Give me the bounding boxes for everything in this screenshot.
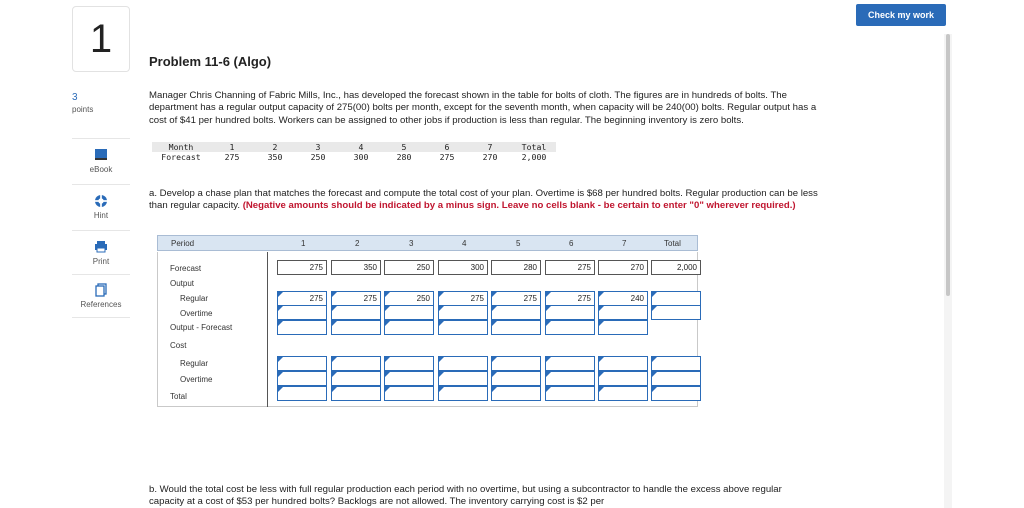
references-label: References [80,300,122,309]
documents-icon [93,283,109,297]
month-cell: 1 [210,142,254,152]
month-cell: 3 [296,142,340,152]
cost-regular-input[interactable] [598,356,648,371]
month-cell: 7 [468,142,512,152]
forecast-value: 250 [310,152,326,162]
part-a-instructions [149,188,827,213]
month-cell: 4 [340,142,382,152]
cost-regular-input[interactable] [331,356,381,371]
part-b-text: b. Would the total cost be less with full regular production each period with no overtime, but using a subcontractor to handle the excess above regular capacity at a cost of $53 per hundred bolts? Backlogs are not allowed. The inventory carrying cost is $2 per [149,484,782,508]
cost-overtime-input[interactable] [384,371,434,386]
output-forecast-input[interactable] [491,320,541,335]
total-cost-input[interactable] [598,386,648,401]
print-button[interactable] [72,230,130,274]
forecast-value: 275 [439,152,455,162]
forecast-cell: 280 [491,260,541,275]
cost-regular-input[interactable] [545,356,595,371]
forecast-value: 275 [224,152,240,162]
forecast-cell: 275 [277,260,327,275]
cost-overtime-input[interactable] [545,371,595,386]
cost-overtime-input[interactable] [277,371,327,386]
forecast-table [152,142,556,162]
output-forecast-input[interactable] [277,320,327,335]
cost-overtime-total-input[interactable] [651,371,701,386]
month-cell: 5 [382,142,426,152]
cost-regular-total-input[interactable] [651,356,701,371]
scrollbar-thumb[interactable] [946,34,950,296]
row-label-cost-regular: Regular [180,359,209,368]
output-forecast-input[interactable] [331,320,381,335]
output-forecast-input[interactable] [384,320,434,335]
output-forecast-input[interactable] [598,320,648,335]
grid-divider [267,252,268,407]
row-label-total: Total [170,392,187,401]
hint-label: Hint [93,210,109,220]
references-button[interactable] [72,274,130,318]
problem-text: Manager Chris Channing of Fabric Mills, Inc., has developed the forecast shown in the table for bolts of cloth. The figures are in hundreds of bolts. The department has a regular output capacity of 275(00) bolts per month, except for the seventh month, when capacity will be 240(00) bolts. Regular output has a cost of $41 per hundred bolts. Workers can be assigned to other jobs if production is less than regular. The beginning inventory is zero bolts. [149,90,817,126]
period-col: 2 [355,239,360,248]
forecast-cell: 250 [384,260,434,275]
period-label: Period [171,239,195,248]
cost-overtime-input[interactable] [438,371,488,386]
regular-input[interactable]: 275 [545,291,595,306]
total-cost-input[interactable] [438,386,488,401]
forecast-value: 270 [482,152,498,162]
total-cost-input[interactable] [491,386,541,401]
print-label: Print [92,256,110,266]
total-cost-input[interactable] [545,386,595,401]
forecast-cell: 275 [545,260,595,275]
overtime-input[interactable] [438,305,488,320]
overtime-input[interactable] [277,305,327,320]
output-forecast-input[interactable] [438,320,488,335]
period-col: 5 [516,239,521,248]
row-label-cost-overtime: Overtime [180,375,213,384]
lifebuoy-icon [93,194,109,208]
row-label-cost: Cost [170,341,187,350]
total-cost-input[interactable] [331,386,381,401]
overtime-input[interactable] [491,305,541,320]
forecast-cell: 300 [438,260,488,275]
cost-regular-input[interactable] [384,356,434,371]
ebook-button[interactable] [72,138,130,182]
cost-regular-input[interactable] [438,356,488,371]
month-cell: 6 [426,142,468,152]
forecast-value: 280 [396,152,412,162]
check-my-work-button[interactable]: Check my work [856,4,946,26]
regular-input[interactable]: 275 [277,291,327,306]
problem-title: Problem 11-6 (Algo) [149,54,272,69]
regular-input[interactable]: 275 [491,291,541,306]
forecast-table-row [152,152,556,162]
cost-overtime-input[interactable] [331,371,381,386]
overtime-total-input[interactable] [651,305,701,320]
total-cost-input[interactable] [277,386,327,401]
row-label-forecast: Forecast [170,264,202,273]
part-a-warning: (Negative amounts should be indicated by a minus sign. Leave no cells blank - be certain to enter "0" wherever required.) [242,200,796,212]
row-label-output: Output [170,279,195,288]
question-number: 1 [72,6,130,72]
cost-regular-input[interactable] [277,356,327,371]
forecast-cell: 270 [598,260,648,275]
regular-input[interactable]: 275 [331,291,381,306]
month-label: Month [152,142,210,152]
regular-input[interactable]: 275 [438,291,488,306]
period-col: 7 [622,239,627,248]
part-a-text: a. Develop a chase plan that matches the forecast and compute the total cost of your plan. Overtime is $68 per hundred bolts. Regular production can be less than regular capacity. [149,188,818,212]
forecast-cell: 2,000 [651,260,701,275]
cost-regular-input[interactable] [491,356,541,371]
row-label-output-forecast: Output - Forecast [170,323,233,332]
period-col: 4 [462,239,467,248]
period-col: 6 [569,239,574,248]
month-cell: Total [512,142,556,152]
grand-total-cost-input[interactable] [651,386,701,401]
overtime-input[interactable] [598,305,648,320]
forecast-label: Forecast [161,152,201,162]
period-col: Total [664,239,681,248]
points-label: points [72,105,94,114]
hint-button[interactable] [72,184,130,228]
regular-input[interactable]: 240 [598,291,648,306]
forecast-value: 350 [267,152,283,162]
regular-input[interactable]: 250 [384,291,434,306]
overtime-input[interactable] [384,305,434,320]
regular-total-input[interactable] [651,291,701,306]
printer-icon [93,240,109,254]
cost-overtime-input[interactable] [491,371,541,386]
period-col: 3 [409,239,414,248]
book-icon [93,148,109,162]
points-value: 3 [72,92,78,103]
forecast-cell: 350 [331,260,381,275]
cost-overtime-input[interactable] [598,371,648,386]
overtime-input[interactable] [331,305,381,320]
period-col: 1 [301,239,306,248]
row-label-overtime: Overtime [180,309,213,318]
ebook-label: eBook [89,164,113,174]
overtime-input[interactable] [545,305,595,320]
month-cell: 2 [254,142,296,152]
grid-header [157,235,698,251]
forecast-table-header [152,142,556,152]
output-forecast-input[interactable] [545,320,595,335]
forecast-value: 2,000 [521,152,547,162]
row-label-regular: Regular [180,294,209,303]
forecast-value: 300 [353,152,369,162]
total-cost-input[interactable] [384,386,434,401]
